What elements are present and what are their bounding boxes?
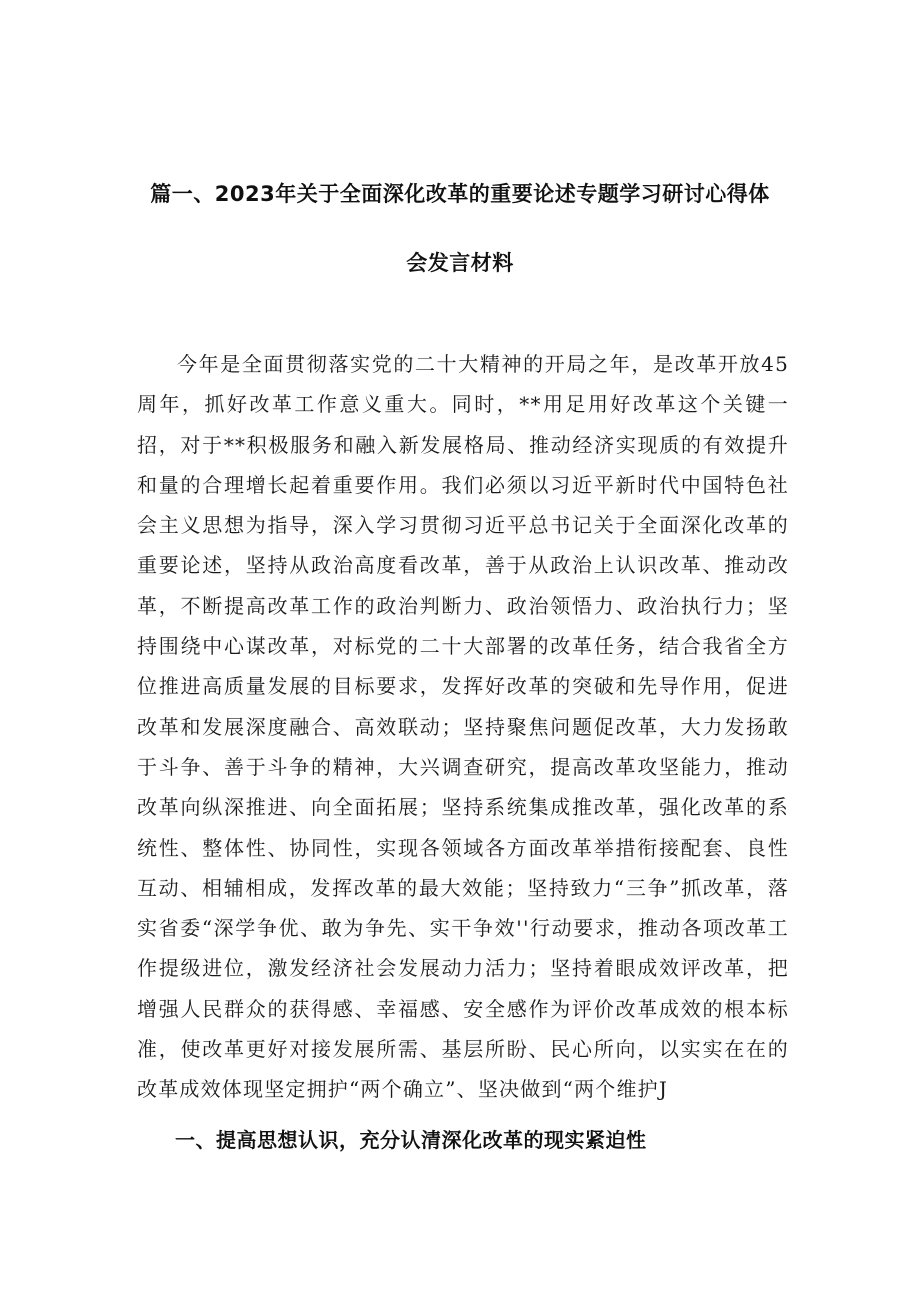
section-heading: 一、提高思想认识，充分认清深化改革的现实紧迫性 (175, 1128, 647, 1152)
document-title-line1: 篇一、2023年关于全面深化改革的重要论述专题学习研讨心得体 (150, 182, 770, 206)
document-title-line2: 会发言材料 (406, 251, 514, 275)
body-paragraph: 今年是全面贯彻落实党的二十大精神的开局之年，是改革开放45周年，抓好改革工作意义重大。同时，**用足用好改革这个关键一招，对于**积极服务和融入新发展格局、推动经济实现质的有效提升和量的合理增长起着重要作用。我们必须以习近平新时代中国特色社会主义思想为指导，深入学习贯彻习近平总书记关于全面深化改革的重要论述，坚持从政治高度看改革，善于从政治上认识改革、推动改革，不断提高改革工作的政治判断力、政治领悟力、政治执行力；坚持围绕中心谋改革，对标党的二十大部署的改革任务，结合我省全方位推进高质量发展的目标要求，发挥好改革的突破和先导作用，促进改革和发展深度融合、高效联动；坚持聚焦问题促改革，大力发扬敢于斗争、善于斗争的精神，大兴调查研究，提高改革攻坚能力，推动改革向纵深推进、向全面拓展；坚持系统集成推改革，强化改革的系统性、整体性、协同性，实现各领域各方面改革举措衔接配套、良性互动、相辅相成，发挥改革的最大效能；坚持致力“三争”抓改革，落实省委“深学争优、敢为争先、实干争效''行动要求，推动各项改革工作提级进位，激发经济社会发展动力活力；坚持着眼成效评改革，把增强人民群众的获得感、幸福感、安全感作为评价改革成效的根本标准，使改革更好对接发展所需、基层所盼、民心所向，以实实在在的改革成效体现坚定拥护“两个确立”、坚决做到“两个维护J (137, 352, 789, 1102)
